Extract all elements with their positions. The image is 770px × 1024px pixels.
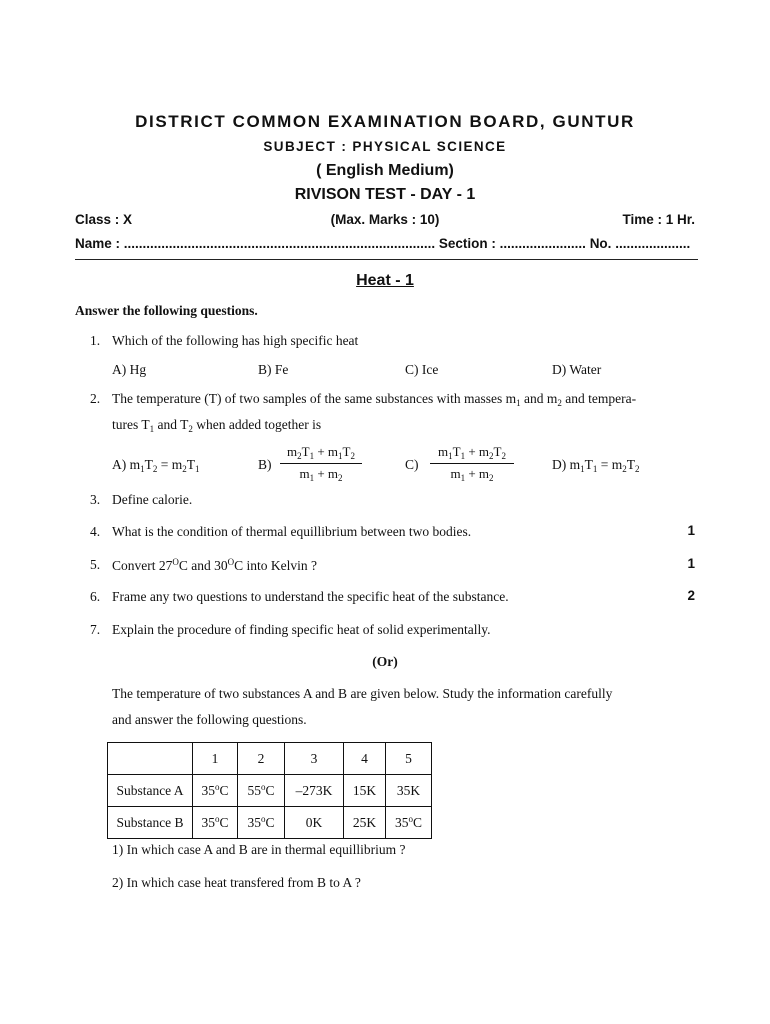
table-cell: 35$^o$C [238, 807, 285, 839]
question-2-line-2: tures $T_1$ and $T_2$ when added together is [112, 417, 322, 434]
question-number: 5. [90, 557, 101, 572]
section-blank: ....................... [499, 236, 586, 251]
table-header-cell: 1 [193, 743, 238, 775]
table-cell: Substance B [108, 807, 193, 839]
class-label: Class : X [75, 212, 133, 227]
medium-title: ( English Medium) [316, 162, 454, 179]
q1-option-d: D) Water [552, 362, 602, 377]
number-label: No. [589, 236, 612, 251]
question-5-marks: 1 [687, 556, 695, 571]
header-divider [75, 259, 698, 260]
question-number: 7. [90, 622, 101, 637]
table-header-cell: 4 [344, 743, 386, 775]
question-text: Which of the following has high specific heat [112, 333, 359, 348]
table-header-cell: 2 [238, 743, 285, 775]
q2-option-c-fraction: $\frac{m_1T_1 + m_2T_2}{m_1 + m_2}$ [430, 444, 514, 483]
table-row [108, 807, 432, 839]
subject-title: SUBJECT : PHYSICAL SCIENCE [263, 139, 507, 154]
q2-option-c-label: C) [405, 457, 419, 472]
or-label: (Or) [372, 654, 398, 669]
alt-question-line-2: and answer the following questions. [112, 712, 307, 727]
question-text: What is the condition of thermal equillibrium between two bodies. [112, 524, 472, 539]
table-cell: 55$^o$C [238, 775, 285, 807]
table-row [108, 775, 432, 807]
question-number: 1. [90, 333, 101, 348]
q1-option-b: B) Fe [258, 362, 289, 377]
q2-option-a: A) $m_1T_2 = m_2T_1$ [112, 457, 200, 474]
question-number: 3. [90, 492, 101, 507]
question-text: Frame any two questions to understand the specific heat of the substance. [112, 589, 509, 604]
question-number: 2. [90, 391, 101, 406]
q1-option-a: A) Hg [112, 362, 147, 377]
q2-option-b-fraction: $\frac{m_2T_1 + m_1T_2}{m_1 + m_2}$ [280, 444, 362, 483]
max-marks-label: (Max. Marks : 10) [330, 212, 440, 227]
table-cell: 0K [285, 807, 344, 839]
temperature-table [107, 742, 432, 839]
question-number: 4. [90, 524, 101, 539]
section-title: Heat - 1 [356, 272, 414, 289]
question-number: 6. [90, 589, 101, 604]
sub-question-2: 2) In which case heat transfered from B to A ? [112, 875, 361, 890]
sub-question-1: 1) In which case A and B are in thermal equillibrium ? [112, 842, 406, 857]
table-header-cell: 5 [386, 743, 432, 775]
table-header-cell [108, 743, 193, 775]
table-cell: 15K [344, 775, 386, 807]
question-text: Define calorie. [112, 492, 193, 507]
table-header-cell: 3 [285, 743, 344, 775]
table-cell: –273K [285, 775, 344, 807]
question-4-marks: 1 [687, 523, 695, 538]
q2-option-b-label: B) [258, 457, 272, 472]
table-cell: 35$^o$C [386, 807, 432, 839]
question-text-line-1: The temperature (T) of two samples of the same substances with masses $m_1$ and $m_2$ and tempera- [112, 391, 637, 408]
question-6-marks: 2 [687, 588, 695, 603]
board-title: DISTRICT COMMON EXAMINATION BOARD, GUNTUR [135, 112, 635, 131]
name-section-row [75, 236, 698, 251]
section-label: Section : [438, 236, 496, 251]
q2-option-d: D) $m_1T_1 = m_2T_2$ [552, 457, 640, 474]
name-blank: ................................................................................... [123, 236, 436, 251]
table-cell: 35K [386, 775, 432, 807]
question-text: Explain the procedure of finding specific heat of solid experimentally. [112, 622, 491, 637]
test-title: RIVISON TEST - DAY - 1 [294, 186, 476, 203]
table-header-row [108, 743, 432, 775]
table-cell: 25K [344, 807, 386, 839]
alt-question-line-1: The temperature of two substances A and B are given below. Study the information carefully [112, 686, 613, 701]
table-cell: Substance A [108, 775, 193, 807]
question-text: Convert $27^OC$ and $30^OC$ into Kelvin ? [112, 557, 317, 573]
table-cell: 35$^o$C [193, 775, 238, 807]
table-cell: 35$^o$C [193, 807, 238, 839]
number-blank: .................... [615, 236, 691, 251]
instruction: Answer the following questions. [75, 303, 258, 318]
time-label: Time : 1 Hr. [622, 212, 695, 227]
name-label: Name : [75, 236, 121, 251]
q1-option-c: C) Ice [405, 362, 439, 377]
